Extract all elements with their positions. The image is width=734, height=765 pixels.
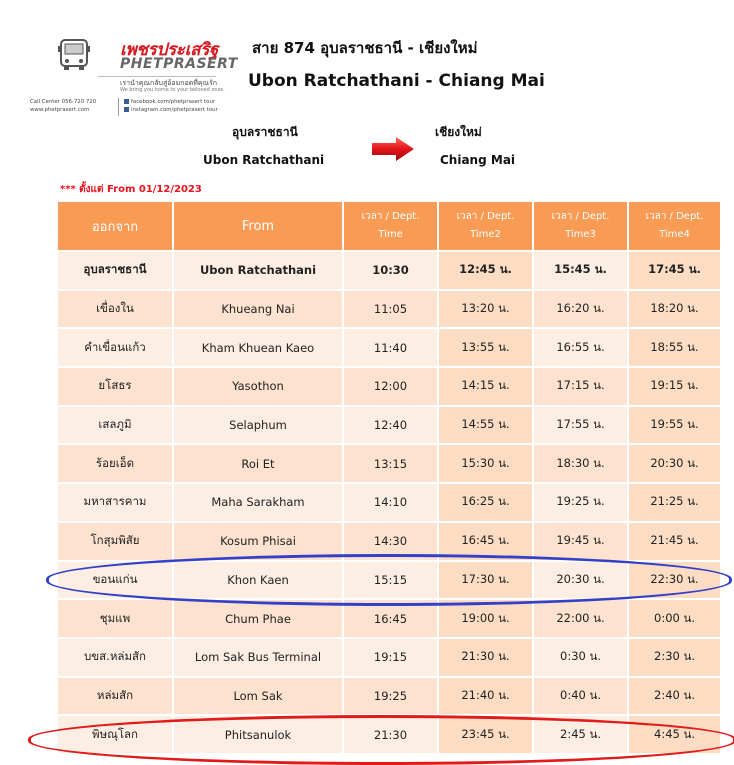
stop-thai: เขื่องใน: [57, 290, 173, 329]
header-from: From: [173, 201, 343, 251]
call-center: Call Center 056-720 720: [30, 99, 97, 105]
stop-thai: ขอนแก่น: [57, 561, 173, 600]
time2-cell: 17:30 น.: [438, 561, 533, 600]
time1-cell: 12:40: [343, 406, 438, 445]
stop-english: Khueang Nai: [173, 290, 343, 329]
time3-cell: 22:00 น.: [533, 599, 628, 638]
table-row: [57, 677, 721, 716]
stop-english: Phitsanulok: [173, 715, 343, 754]
company-logo: [28, 30, 238, 126]
time4-cell: 18:55 น.: [628, 328, 721, 367]
time1-cell: 12:00: [343, 367, 438, 406]
stop-thai: คำเขื่อนแก้ว: [57, 328, 173, 367]
time1-cell: 16:45: [343, 599, 438, 638]
time2-cell: 16:45 น.: [438, 522, 533, 561]
time1-cell: 19:25: [343, 677, 438, 716]
time1-cell: 10:30: [343, 251, 438, 290]
bus-icon: [58, 38, 90, 72]
time4-cell: 4:45 น.: [628, 715, 721, 754]
table-row: [57, 406, 721, 445]
brand-name-english: PHETPRASERT: [120, 56, 238, 72]
stop-thai: พิษณุโลก: [57, 715, 173, 754]
header-depart-thai: ออกจาก: [57, 201, 173, 251]
time2-cell: 16:25 น.: [438, 483, 533, 522]
header-time3: [533, 201, 628, 251]
time4-cell: 18:20 น.: [628, 290, 721, 329]
time1-cell: 13:15: [343, 444, 438, 483]
brand-name-thai: เพชรประเสริฐ: [120, 40, 219, 60]
table-row: [57, 444, 721, 483]
time4-cell: 17:45 น.: [628, 251, 721, 290]
time3-cell: 2:45 น.: [533, 715, 628, 754]
stop-thai: มหาสารคาม: [57, 483, 173, 522]
stop-english: Maha Sarakham: [173, 483, 343, 522]
table-row: [57, 483, 721, 522]
header-time4: [628, 201, 721, 251]
time3-cell: 0:30 น.: [533, 638, 628, 677]
facebook-handle: facebook.com/phetprasert tour: [131, 99, 216, 105]
stop-english: Kham Khuean Kaeo: [173, 328, 343, 367]
time1-cell: 14:10: [343, 483, 438, 522]
destination-thai: เชียงใหม่: [435, 125, 482, 139]
stop-thai: อุบลราชธานี: [57, 251, 173, 290]
time3-cell: 16:20 น.: [533, 290, 628, 329]
header-time-label: Time3: [565, 229, 596, 240]
time2-cell: 21:40 น.: [438, 677, 533, 716]
stop-english: Roi Et: [173, 444, 343, 483]
header-time2: [438, 201, 533, 251]
time1-cell: 14:30: [343, 522, 438, 561]
time3-cell: 17:15 น.: [533, 367, 628, 406]
contact-info: [30, 98, 96, 114]
time2-cell: 12:45 น.: [438, 251, 533, 290]
arrow-right-icon: [370, 136, 416, 162]
header-time-label: Time: [378, 229, 403, 240]
time4-cell: 2:30 น.: [628, 638, 721, 677]
destination-english: Chiang Mai: [440, 153, 516, 167]
stop-english: Lom Sak Bus Terminal: [173, 638, 343, 677]
header-time1: [343, 201, 438, 251]
time3-cell: 20:30 น.: [533, 561, 628, 600]
time4-cell: 0:00 น.: [628, 599, 721, 638]
header-dept-label: เวลา / Dept.: [361, 211, 420, 222]
time3-cell: 19:25 น.: [533, 483, 628, 522]
time2-cell: 23:45 น.: [438, 715, 533, 754]
highlight-oval-khon-kaen: [46, 554, 732, 606]
time1-cell: 21:30: [343, 715, 438, 754]
time3-cell: 18:30 น.: [533, 444, 628, 483]
time4-cell: 21:45 น.: [628, 522, 721, 561]
time4-cell: 2:40 น.: [628, 677, 721, 716]
time2-cell: 13:55 น.: [438, 328, 533, 367]
stop-thai: ยโสธร: [57, 367, 173, 406]
social-info: [124, 98, 218, 114]
route-title-english: Ubon Ratchathani - Chiang Mai: [248, 71, 545, 91]
stop-thai: โกสุมพิสัย: [57, 522, 173, 561]
stop-thai: หล่มสัก: [57, 677, 173, 716]
time2-cell: 15:30 น.: [438, 444, 533, 483]
time4-cell: 22:30 น.: [628, 561, 721, 600]
stop-english: Selaphum: [173, 406, 343, 445]
stop-thai: ร้อยเอ็ด: [57, 444, 173, 483]
stop-thai: บขส.หล่มสัก: [57, 638, 173, 677]
time4-cell: 19:55 น.: [628, 406, 721, 445]
time3-cell: 0:40 น.: [533, 677, 628, 716]
stop-thai: ชุมแพ: [57, 599, 173, 638]
slogan-english: We bring you home to your beloved ones.: [120, 87, 225, 93]
instagram-icon: [124, 107, 129, 112]
table-header-row: [57, 201, 721, 251]
header-dept-label: เวลา / Dept.: [551, 211, 610, 222]
divider: [118, 98, 119, 116]
time2-cell: 19:00 น.: [438, 599, 533, 638]
time2-cell: 21:30 น.: [438, 638, 533, 677]
time1-cell: 15:15: [343, 561, 438, 600]
table-row: [57, 367, 721, 406]
slogan-thai: เรานำคุณกลับสู่อ้อมกอดที่คุณรัก: [120, 79, 218, 87]
time4-cell: 19:15 น.: [628, 367, 721, 406]
route-title-thai: สาย 874 อุบลราชธานี - เชียงใหม่: [252, 39, 478, 57]
website: www.phetprasert.com: [30, 107, 90, 113]
time1-cell: 19:15: [343, 638, 438, 677]
stop-thai: เสลภูมิ: [57, 406, 173, 445]
stop-english: Chum Phae: [173, 599, 343, 638]
time2-cell: 13:20 น.: [438, 290, 533, 329]
header-time-label: Time2: [470, 229, 501, 240]
timetable: [56, 200, 722, 755]
table-row: [57, 638, 721, 677]
time1-cell: 11:40: [343, 328, 438, 367]
origin-english: Ubon Ratchathani: [203, 153, 325, 167]
header-time-label: Time4: [659, 229, 690, 240]
time2-cell: 14:15 น.: [438, 367, 533, 406]
table-row: [57, 290, 721, 329]
table-row: [57, 251, 721, 290]
header-dept-label: เวลา / Dept.: [645, 211, 704, 222]
instagram-handle: instagram.com/phetprasert tour: [131, 107, 218, 113]
time3-cell: 16:55 น.: [533, 328, 628, 367]
time3-cell: 15:45 น.: [533, 251, 628, 290]
time4-cell: 20:30 น.: [628, 444, 721, 483]
time2-cell: 14:55 น.: [438, 406, 533, 445]
time3-cell: 19:45 น.: [533, 522, 628, 561]
stop-english: Ubon Ratchathani: [173, 251, 343, 290]
table-row: [57, 328, 721, 367]
stop-english: Yasothon: [173, 367, 343, 406]
facebook-icon: [124, 99, 129, 104]
time1-cell: 11:05: [343, 290, 438, 329]
divider: [98, 76, 216, 77]
origin-thai: อุบลราชธานี: [232, 125, 298, 139]
effective-date: *** ตั้งแต่ From 01/12/2023: [60, 184, 202, 195]
highlight-oval-phitsanulok: [28, 715, 734, 765]
stop-english: Lom Sak: [173, 677, 343, 716]
header-dept-label: เวลา / Dept.: [456, 211, 515, 222]
time3-cell: 17:55 น.: [533, 406, 628, 445]
stop-english: Khon Kaen: [173, 561, 343, 600]
time4-cell: 21:25 น.: [628, 483, 721, 522]
stop-english: Kosum Phisai: [173, 522, 343, 561]
